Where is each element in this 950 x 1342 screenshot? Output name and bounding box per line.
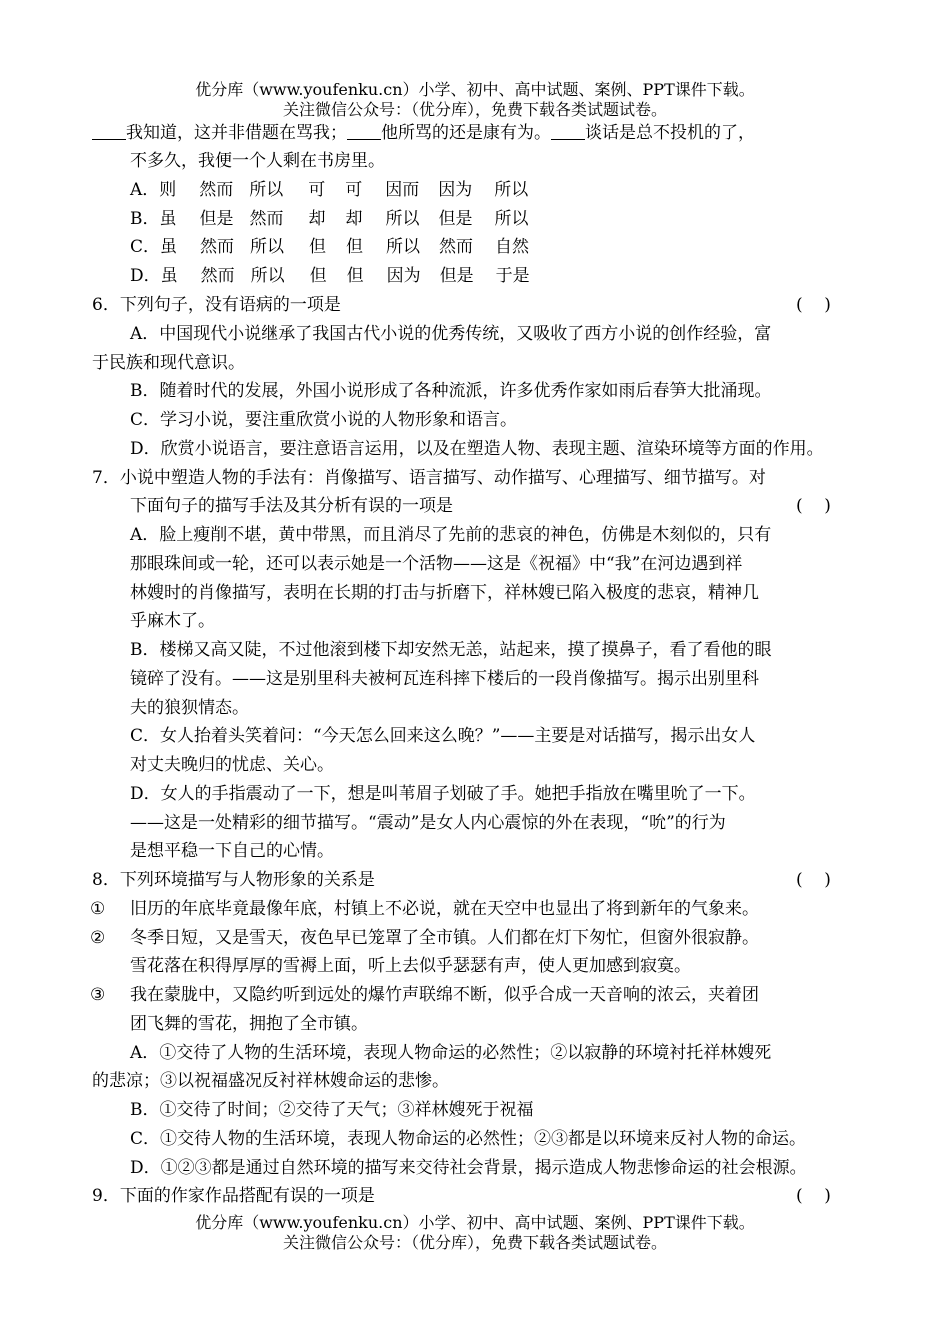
fill-blank-1[interactable] <box>92 121 126 140</box>
q5-sentence-cont: 不多久，我便一个人剩在书房里。 <box>130 151 385 171</box>
q8-item-2-mark: ② <box>90 928 106 948</box>
page-header-line1: 优分库（www.youfenku.cn）小学、初中、高中试题、案例、PPT课件下载。 <box>195 80 755 99</box>
option-word: 然而 <box>439 237 474 257</box>
q8-item-1: 旧历的年底毕竟最像年底，村镇上不必说，就在天空中也显出了将到新年的气象来。 <box>130 899 759 919</box>
page-footer-line1: 优分库（www.youfenku.cn）小学、初中、高中试题、案例、PPT课件下载。 <box>195 1213 755 1232</box>
page-header-line2: 关注微信公众号：（优分库），免费下载各类试题试卷。 <box>282 100 667 119</box>
q7-option-d-line2: ——这是一处精彩的细节描写。“震动”是女人内心震惊的外在表现，“吮”的行为 <box>130 813 726 833</box>
option-word: 但是 <box>438 209 473 229</box>
option-word: 因为 <box>438 180 473 200</box>
fill-blank-2[interactable] <box>347 121 381 140</box>
option-word: 但是 <box>199 209 234 229</box>
q6-option-a[interactable]: A．中国现代小说继承了我国古代小说的优秀传统，又吸收了西方小说的创作经验，富 <box>130 324 772 344</box>
q7-option-a-line3: 林嫂时的肖像描写，表明在长期的打击与折磨下，祥林嫂已陷入极度的悲哀，精神几 <box>130 583 759 603</box>
q6-answer-paren[interactable]: ( ) <box>796 295 831 315</box>
page-footer-line2: 关注微信公众号：（优分库），免费下载各类试题试卷。 <box>282 1233 667 1252</box>
option-word: 则 <box>159 180 177 200</box>
option-word: 然而 <box>200 237 235 257</box>
q6-option-d[interactable]: D．欣赏小说语言，要注意语言运用，以及在塑造人物、表现主题、渲染环境等方面的作用。 <box>130 439 824 459</box>
q5-option-b[interactable] <box>130 206 529 232</box>
option-label: A． <box>130 180 160 200</box>
q8-item-3: 我在蒙胧中，又隐约听到远处的爆竹声联绵不断，似乎合成一天音响的浓云，夹着团 <box>130 985 759 1005</box>
q7-option-a[interactable]: A．脸上瘦削不堪，黄中带黑，而且消尽了先前的悲哀的神色，仿佛是木刻似的，只有 <box>130 525 772 545</box>
option-word: 所以 <box>249 180 284 200</box>
option-word: 所以 <box>250 266 285 286</box>
option-word: 然而 <box>200 266 235 286</box>
option-label: B． <box>130 209 160 229</box>
option-word: 然而 <box>249 209 284 229</box>
option-word: 虽 <box>160 237 178 257</box>
q6-stem: 6．下列句子，没有语病的一项是 <box>92 295 341 315</box>
q5-part3: 谈话是总不投机的了， <box>585 123 755 143</box>
option-word: 但 <box>346 266 364 286</box>
q5-option-d[interactable] <box>130 263 530 289</box>
q8-option-d[interactable]: D．①②③都是通过自然环境的描写来交待社会背景，揭示造成人物悲惨命运的社会根源。 <box>130 1158 807 1178</box>
q8-item-2: 冬季日短，又是雪天，夜色早已笼罩了全市镇。人们都在灯下匆忙，但窗外很寂静。 <box>130 928 759 948</box>
q6-option-c[interactable]: C．学习小说，要注重欣赏小说的人物形象和语言。 <box>130 410 518 430</box>
q8-option-a-cont: 的悲凉；③以祝福盛况反衬祥林嫂命运的悲惨。 <box>92 1071 449 1091</box>
option-word: 所以 <box>250 237 285 257</box>
option-word: 因而 <box>385 180 420 200</box>
q8-answer-paren[interactable]: ( ) <box>796 870 831 890</box>
q6-option-b[interactable]: B．随着时代的发展，外国小说形成了各种流派，许多优秀作家如雨后春笋大批涌现。 <box>130 381 772 401</box>
q8-option-a[interactable]: A．①交待了人物的生活环境，表现人物命运的必然性；②以寂静的环境衬托祥林嫂死 <box>130 1043 772 1063</box>
option-word: 但 <box>346 237 364 257</box>
option-word: 可 <box>308 180 326 200</box>
q6-option-a-cont: 于民族和现代意识。 <box>92 353 245 373</box>
option-word: 于是 <box>495 266 530 286</box>
option-word: 所以 <box>494 180 529 200</box>
q7-option-d[interactable]: D．女人的手指震动了一下，想是叫苇眉子划破了手。她把手指放在嘴里吮了一下。 <box>130 784 756 804</box>
q7-stem-cont: 下面句子的描写手法及其分析有误的一项是 <box>130 496 453 516</box>
option-word: 但是 <box>439 266 474 286</box>
option-word: 可 <box>345 180 363 200</box>
q5-part2: 他所骂的还是康有为。 <box>381 123 551 143</box>
q8-item-2-cont: 雪花落在积得厚厚的雪褥上面，听上去似乎瑟瑟有声，使人更加感到寂寞。 <box>130 956 691 976</box>
q5-part1: 我知道，这并非借题在骂我； <box>126 123 347 143</box>
option-word: 却 <box>345 209 363 229</box>
option-word: 却 <box>308 209 326 229</box>
option-label: C． <box>130 237 161 257</box>
q5-option-a[interactable] <box>130 177 528 203</box>
q7-answer-paren[interactable]: ( ) <box>796 496 831 516</box>
q7-option-b-line3: 夫的狼狈情态。 <box>130 698 249 718</box>
fill-blank-3[interactable] <box>551 121 585 140</box>
option-word: 虽 <box>160 266 178 286</box>
q7-option-d-line3: 是想平稳一下自己的心情。 <box>130 841 334 861</box>
q7-option-b[interactable]: B．楼梯又高又陡，不过他滚到楼下却安然无恙，站起来，摸了摸鼻子，看了看他的眼 <box>130 640 772 660</box>
q8-item-3-mark: ③ <box>90 985 106 1005</box>
q9-answer-paren[interactable]: ( ) <box>796 1186 831 1206</box>
option-word: 所以 <box>386 237 421 257</box>
q8-option-b[interactable]: B．①交待了时间；②交待了天气；③祥林嫂死于祝福 <box>130 1100 534 1120</box>
option-word: 所以 <box>385 209 420 229</box>
q5-option-c[interactable] <box>130 234 529 260</box>
option-word: 自然 <box>495 237 530 257</box>
q5-sentence <box>92 120 755 146</box>
option-word: 然而 <box>199 180 234 200</box>
option-word: 但 <box>309 237 327 257</box>
q8-item-1-mark: ① <box>90 899 106 919</box>
q7-stem: 7．小说中塑造人物的手法有：肖像描写、语言描写、动作描写、心理描写、细节描写。对 <box>92 468 766 488</box>
q8-stem: 8．下列环境描写与人物形象的关系是 <box>92 870 375 890</box>
option-word: 但 <box>309 266 327 286</box>
q7-option-c-line2: 对丈夫晚归的忧虑、关心。 <box>130 755 334 775</box>
q7-option-a-line4: 乎麻木了。 <box>130 611 215 631</box>
q7-option-c[interactable]: C．女人抬着头笑着问：“今天怎么回来这么晚？”——主要是对话描写，揭示出女人 <box>130 726 756 746</box>
q7-option-b-line2: 镜碎了没有。——这是别里科夫被柯瓦连科摔下楼后的一段肖像描写。揭示出别里科 <box>130 669 759 689</box>
q7-option-a-line2: 那眼珠间或一轮，还可以表示她是一个活物——这是《祝福》中“我”在河边遇到祥 <box>130 554 743 574</box>
option-word: 所以 <box>494 209 529 229</box>
q8-option-c[interactable]: C．①交待人物的生活环境，表现人物命运的必然性；②③都是以环境来反衬人物的命运。 <box>130 1129 807 1149</box>
q8-item-3-cont: 团飞舞的雪花，拥抱了全市镇。 <box>130 1014 368 1034</box>
q9-stem: 9．下面的作家作品搭配有误的一项是 <box>92 1186 375 1206</box>
option-word: 虽 <box>159 209 177 229</box>
option-label: D． <box>130 266 161 286</box>
option-word: 因为 <box>386 266 421 286</box>
